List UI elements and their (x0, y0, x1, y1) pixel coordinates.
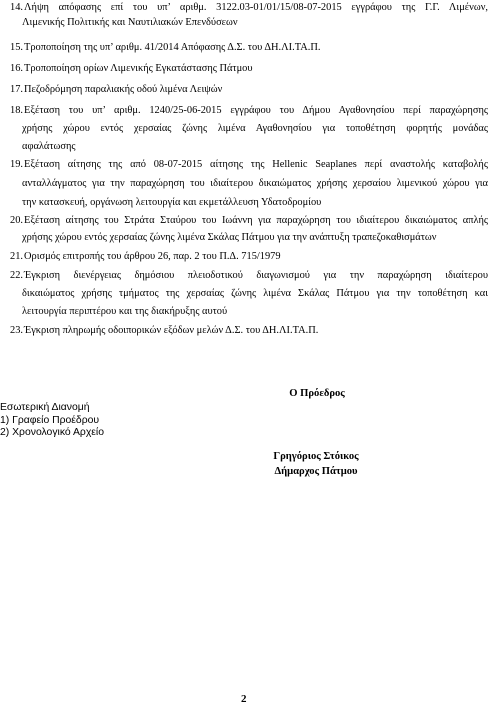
item-text-line: αφαλάτωσης (22, 141, 76, 153)
agenda-item-17 (10, 82, 488, 97)
agenda-item-15 (10, 40, 488, 55)
item-number: 14. (10, 2, 23, 13)
item-text-line: Πεζοδρόμηση παραλιακής οδού λιμένα Λειψών (24, 84, 223, 95)
signatory-name: Γρηγόριος Στόικος (273, 451, 359, 462)
item-number: 21. (10, 251, 23, 262)
item-text-line: την κατασκευή, οργάνωση λειτουργία και εκμετάλλευση Υδατοδρομίου (22, 197, 322, 209)
distribution-entry: 1) Γραφείο Προέδρου (0, 414, 100, 426)
item-number: 23. (10, 325, 23, 336)
item-text-line: χρήσης χώρου εντός χερσαίας ζώνης λιμένα Σκάλας Πάτμου για την ανάπτυξη τραπεζοκαθισμάτων (22, 232, 437, 244)
agenda-item-16 (10, 61, 488, 76)
distribution-entry: 2) Χρονολογικό Αρχείο (0, 427, 105, 439)
agenda-item-19 (10, 157, 488, 211)
agenda-item-18 (10, 103, 488, 155)
item-text-line: Τροποποίηση της υπ’ αριθμ. 41/2014 Απόφασης Δ.Σ. του ΔΗ.ΛΙ.ΤΑ.Π. (24, 42, 321, 53)
agenda-item-21 (10, 249, 488, 264)
item-text-line: Έγκριση διενέργειας δημόσιου πλειοδοτικού διαγωνισμού για την παραχώρηση ιδιαίτερου (24, 270, 488, 281)
item-number: 17. (10, 84, 23, 95)
item-text-line: ανταλλάγματος για την παραχώρηση του ιδιαίτερου δικαιώματος χρήσης χερσαίου λιμενικού χώρου για (22, 178, 488, 190)
item-text-line: Εξέταση αίτησης του Στράτα Σταύρου του Ιωάννη για παραχώρηση του ιδιαίτερου δικαιώματος απλής (24, 215, 488, 226)
item-text-line: δικαιώματος χρήσης τμήματος της χερσαίας ζώνης λιμένα Σκάλας Πάτμου για την τοποθέτηση και (22, 288, 488, 300)
distribution-heading: Εσωτερική Διανομή (0, 402, 90, 413)
item-number: 19. (10, 159, 23, 170)
agenda-item-23 (10, 323, 488, 338)
item-text-line: Έγκριση πληρωμής οδοιπορικών εξόδων μελών Δ.Σ. του ΔΗ.ΛΙ.ΤΑ.Π. (24, 325, 319, 336)
signatory-title: Δήμαρχος Πάτμου (274, 466, 358, 477)
internal-distribution (0, 402, 104, 440)
item-text-line: Ορισμός επιτροπής του άρθρου 26, παρ. 2 του Π.Δ. 715/1979 (24, 251, 281, 262)
item-text-line: λειτουργία περιπτέρου και της διακήρυξης αυτού (22, 306, 228, 318)
item-number: 18. (10, 105, 23, 116)
item-text-line: Τροποποίηση ορίων Λιμενικής Εγκατάστασης Πάτμου (24, 63, 253, 74)
item-number: 16. (10, 63, 23, 74)
agenda-item-22 (10, 268, 488, 320)
item-text-line: Λήψη απόφασης επί του υπ’ αριθμ. 3122.03-01/01/15/08-07-2015 εγγράφου της Γ.Γ. Λιμένων, (24, 2, 488, 13)
agenda-item-20 (10, 213, 488, 245)
item-text-line: χρήσης χώρου εντός χερσαίας ζώνης λιμένα Αγαθονησίου για τοποθέτηση φορητής μονάδας (22, 123, 488, 135)
item-number: 20. (10, 215, 23, 226)
item-number: 22. (10, 270, 23, 281)
signature-role: Ο Πρόεδρος (289, 388, 345, 399)
item-number: 15. (10, 42, 23, 53)
item-text-line: Εξέταση του υπ’ αριθμ. 1240/25-06-2015 εγγράφου του Δήμου Αγαθονησίου περί παραχώρησης (24, 105, 488, 116)
item-text-line: Λιμενικής Πολιτικής και Ναυτιλιακών Επενδύσεων (22, 17, 238, 29)
item-text-line: Εξέταση αίτησης της από 08-07-2015 αίτησης της Hellenic Seaplanes περί αναστολής καταβολής (24, 159, 488, 170)
page-number: 2 (241, 693, 247, 705)
agenda-item-14 (10, 0, 488, 30)
